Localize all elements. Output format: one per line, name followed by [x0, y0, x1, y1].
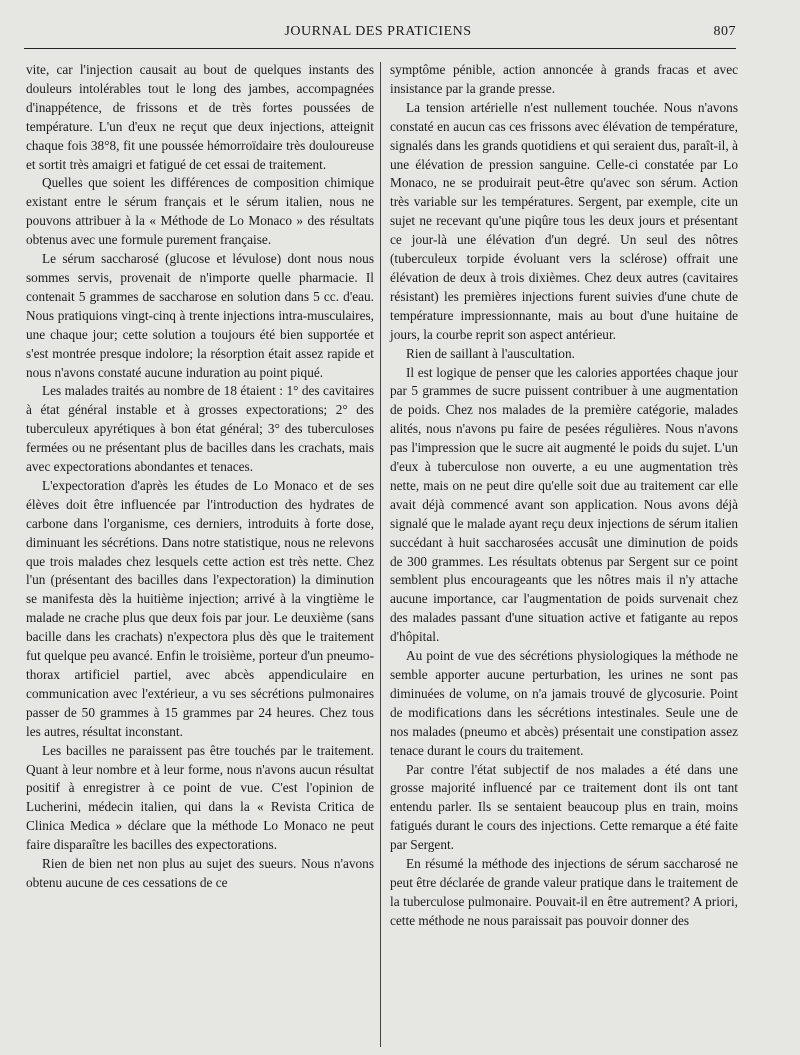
column-divider: [380, 62, 381, 1047]
page-number: 807: [713, 24, 736, 39]
journal-title: JOURNAL DES PRATICIENS: [284, 24, 472, 39]
paragraph: symptôme pénible, action annoncée à grands fracas et avec insistance par la grande presse.: [390, 62, 738, 96]
running-header: [20, 22, 736, 46]
paragraph: En résumé la méthode des injections de sérum saccharosé ne peut être déclarée de grande valeur pratique dans le traitement de la tuberculose pulmonaire. Pouvait-il en être autrement? A priori, cette méthode ne nous paraissait pas pouvoir donner des: [390, 856, 738, 928]
right-column: [390, 61, 738, 931]
left-column: [26, 61, 374, 893]
paragraph: La tension artérielle n'est nullement touchée. Nous n'avons constaté en aucun cas ces frissons avec élévation de température, signalés dans les grands quotidiens et qui seraient dus, paraît-il, à une élévation de pression sanguine. Celle-ci constatée par Lo Monaco, ne se produirait peut-être qu'avec son sérum. Action très variable sur les températures. Sergent, par exemple, cite un sujet ne recevant qu'une piqûre tous les deux jours et présentant ce jour-là une élévation d'un degré. Un seul des nôtres (tuberculeux torpide évoluant vers la sclérose) offrait une élévation de deux à trois dixièmes. Chez deux autres (cavitaires résistant) les premières injections furent suivies d'une chute de température impressionnante, mais au bout d'une huitaine de jours, la courbe reprit son aspect antérieur.: [390, 99, 738, 342]
paragraph: Au point de vue des sécrétions physiologiques la méthode ne semble apporter aucune perturbation, les urines ne sont pas diminuées de volume, on n'a jamais trouvé de glycosurie. Point de modifications dans les sécrétions intestinales. Seule une de nos malades (pneumo et abcès) présentait une constipation assez tenace durant le cours du traitement.: [390, 648, 738, 758]
paragraph: Le sérum saccharosé (glucose et lévulose) dont nous nous sommes servis, provenait de n'importe quelle pharmacie. Il contenait 5 grammes de saccharose en solution dans 5 cc. d'eau. Nous pratiquions vingt-cinq à trente injections intra-musculaires, une chaque jour; cette solution a toujours été bien supportée et s'est montrée presque indolore; la résorption était assez rapide et nous n'avons constaté aucune induration au point piqué.: [26, 251, 374, 380]
paragraph: Il est logique de penser que les calories apportées chaque jour par 5 grammes de sucre puissent contribuer à une augmentation de poids. Chez nos malades de la première catégorie, malades alités, nous n'avons pu faire de pesées régulières. Nous n'avons pas l'impression que le sucre ait augmenté le poids du sujet. L'un d'eux à tuberculose non ouverte, a eu une augmentation très nette, mais on ne peut dire qu'elle soit due au traitement car elle avait déjà commencé avant son application. Nous avons déjà signalé que le malade ayant reçu deux injections de sérum italien succédant à huit saccharosées accusât une diminution de poids de 300 grammes. Les résultats obtenus par Sergent sur ce point semblent plus encourageants que les nôtres mais il n'y attache aucune importance, car l'augmentation de poids survenait chez des malades passant d'une situation active et fatigante au repos d'hôpital.: [390, 364, 738, 645]
paragraph: Rien de saillant à l'auscultation.: [406, 345, 575, 361]
paragraph: L'expectoration d'après les études de Lo Monaco et de ses élèves doit être influencée par l'introduction des hydrates de carbone dans l'organisme, ces derniers, introduits à forte dose, diminuant les sécrétions. Dans notre statistique, nous ne relevons que trois malades chez lesquels cette action est très nette. Chez l'un (présentant des bacilles dans l'expectoration) la diminution se manifesta dès la huitième injection; arrivé à la vingtième le malade ne crache plus que deux fois par jour. Le deuxième (sans bacille dans les crachats) n'expectora plus dès que le traitement fut quelque peu avancé. Enfin le troisième, porteur d'un pneumo-thorax artificiel partiel, avec abcès appendiculaire en communication avec l'extérieur, a vu ses sécrétions pulmonaires passer de 50 grammes à 15 grammes par 24 heures. Chez tous les autres, résultat inconstant.: [26, 477, 374, 739]
paragraph: vite, car l'injection causait au bout de quelques instants des douleurs intolérables tout le long des jambes, accompagnées d'inappétence, de frissons et de très fortes poussées de température. L'un d'eux ne reçut que deux injections, atteignit chaque fois 38°8, fit une poussée hémorroïdaire très douloureuse et sortit très amaigri et fatigué de cet essai de traitement.: [26, 62, 374, 172]
paragraph: Par contre l'état subjectif de nos malades a été dans une grosse majorité influencé par ce traitement dont ils ont tant entendu parler. Ils se sentaient beaucoup plus en train, moins fatigués durant le cours des injections. Cette remarque a été faite par Sergent.: [390, 761, 738, 853]
paragraph: Les malades traités au nombre de 18 étaient : 1° des cavitaires à état général instable et à grosses expectorations; 2° des tuberculeux apyrétiques à bon état général; 3° des tuberculoses fermées ou ne présentant plus de bacilles dans les crachats, mais avec expectorations abondantes et tenaces.: [26, 383, 374, 475]
paragraph: Les bacilles ne paraissent pas être touchés par le traitement. Quant à leur nombre et à leur forme, nous n'avons aucun résultat positif à enregistrer à ce point de vue. C'est l'opinion de Lucherini, médecin italien, qui dans la « Revista Critica de Clinica Medica » déclare que la méthode Lo Monaco ne peut faire disparaître les bacilles des expectorations.: [26, 742, 374, 853]
paragraph: Rien de bien net non plus au sujet des sueurs. Nous n'avons obtenu aucune de ces cessations de ce: [26, 856, 374, 890]
paragraph: Quelles que soient les différences de composition chimique existant entre le sérum français et le sérum italien, nous ne pouvons attribuer à la « Méthode de Lo Monaco » des résultats obtenus avec une formule purement française.: [26, 175, 374, 248]
header-rule: [24, 48, 736, 49]
